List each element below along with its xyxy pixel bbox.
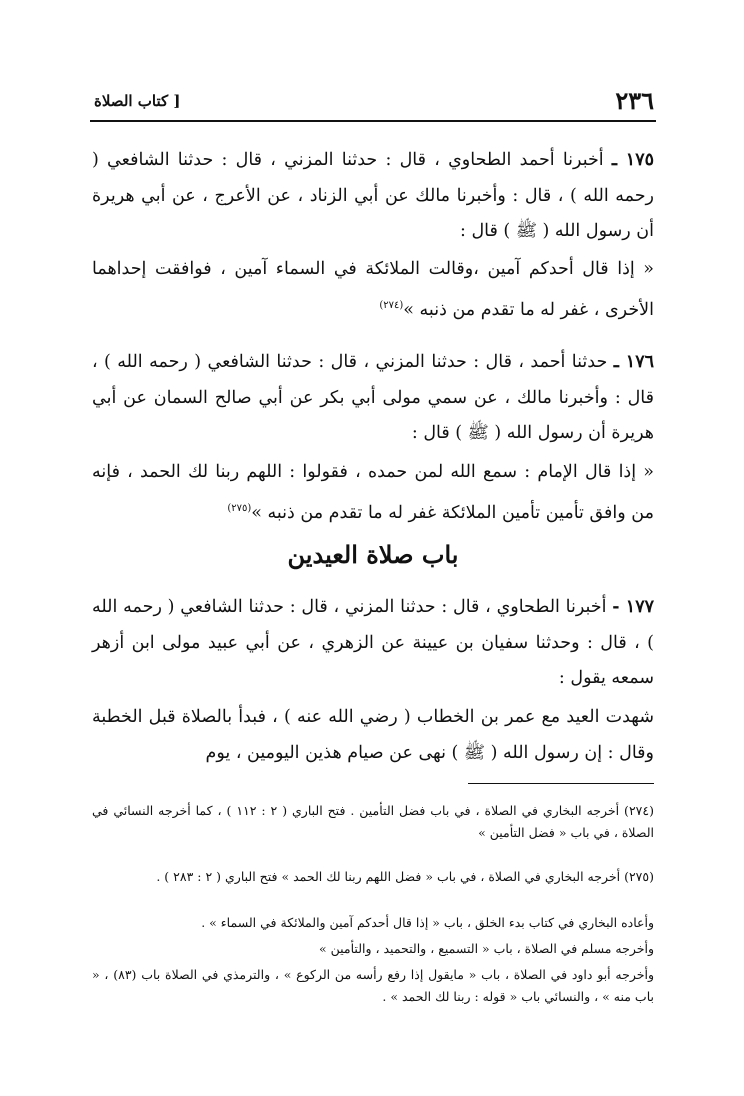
footnote-ref-274: (٢٧٤) <box>379 299 404 311</box>
hadith-176-number: ١٧٦ ـ <box>613 352 654 372</box>
hadith-176-isnad-text: حدثنا أحمد ، قال : حدثنا المزني ، قال : حدثنا الشافعي ( رحمه الله ) ، قال : وأخبرنا مالك ، عن سمي مولى أبي بكر عن أبي صالح السمان عن أبي هريرة أن رسول الله ( ﷺ ) قال : <box>92 352 654 443</box>
footnote-ref-275: (٢٧٥) <box>227 502 252 514</box>
footnote-divider <box>468 783 654 784</box>
hadith-175-matn-text: « إذا قال أحدكم آمين ،وقالت الملائكة في السماء آمين ، فوافقت إحداهما الأخرى ، غفر له ما تقدم من ذنبه » <box>92 259 654 320</box>
hadith-175-isnad-text: أخبرنا أحمد الطحاوي ، قال : حدثنا المزني ، قال : حدثنا الشافعي ( رحمه الله ) ، قال : وأخبرنا مالك عن أبي الزناد ، عن الأعرج ، عن أبي هريرة أن رسول الله ( ﷺ ) قال : <box>92 150 654 241</box>
footnote-274 <box>92 800 654 844</box>
hadith-175-number: ١٧٥ ـ <box>611 150 654 170</box>
footnote-275-abudawud: وأخرجه أبو داود في الصلاة ، باب « مايقول إذا رفع رأسه من الركوع » ، والترمذي في الصلاة باب (٨٣) ، « باب منه » ، والنسائي باب « قوله : ربنا لك الحمد » . <box>92 967 654 1004</box>
header-divider <box>90 120 656 122</box>
page-number: ٢٣٦ <box>615 86 654 115</box>
hadith-177-matn-text: شهدت العيد مع عمر بن الخطاب ( رضي الله عنه ) ، فبدأ بالصلاة قبل الخطبة وقال : إن رسول الله ( ﷺ ) نهى عن صيام هذين اليومين ، يوم <box>92 707 654 763</box>
hadith-177-isnad <box>92 590 654 697</box>
footnote-275-muslim: وأخرجه مسلم في الصلاة ، باب « التسميع ، والتحميد ، والتأمين » <box>319 941 654 956</box>
footnote-275-number: (٢٧٥) <box>624 869 654 884</box>
hadith-176-isnad <box>92 345 654 452</box>
page-header <box>90 84 656 120</box>
hadith-175-matn <box>92 252 654 328</box>
footnote-275-bukhari: وأعاده البخاري في كتاب بدء الخلق ، باب « إذا قال أحدكم آمين والملائكة في السماء » . <box>201 915 654 930</box>
footnote-275-text: أخرجه البخاري في الصلاة ، في باب « فضل اللهم ربنا لك الحمد » فتح الباري ( ٢ : ٢٨٣ ) . <box>156 869 621 884</box>
footnote-275 <box>92 866 654 888</box>
hadith-177-number: ١٧٧ - <box>612 597 654 617</box>
hadith-176-matn <box>92 455 654 531</box>
footnote-274-number: (٢٧٤) <box>624 803 654 818</box>
hadith-176-matn-text: « إذا قال الإمام : سمع الله لمن حمده ، فقولوا : اللهم ربنا لك الحمد ، فإنه من وافق تأمين تأمين الملائكة غفر له ما تقدم من ذنبه » <box>92 462 654 523</box>
hadith-175-isnad <box>92 143 654 250</box>
running-title: [ كتاب الصلاة <box>94 92 181 110</box>
hadith-177-matn <box>92 700 654 771</box>
section-title: باب صلاة العيدين <box>287 540 459 569</box>
footnote-274-text: أخرجه البخاري في الصلاة ، في باب فضل التأمين . فتح الباري ( ٢ : ١١٢ ) ، كما أخرجه النسائي في الصلاة ، في باب « فضل التأمين » <box>92 803 654 840</box>
hadith-177-isnad-text: أخبرنا الطحاوي ، قال : حدثنا المزني ، قال : حدثنا الشافعي ( رحمه الله ) ، قال : وحدثنا سفيان بن عيينة عن الزهري ، عن أبي عبيد مولى ابن أزهر سمعه يقول : <box>92 597 654 688</box>
